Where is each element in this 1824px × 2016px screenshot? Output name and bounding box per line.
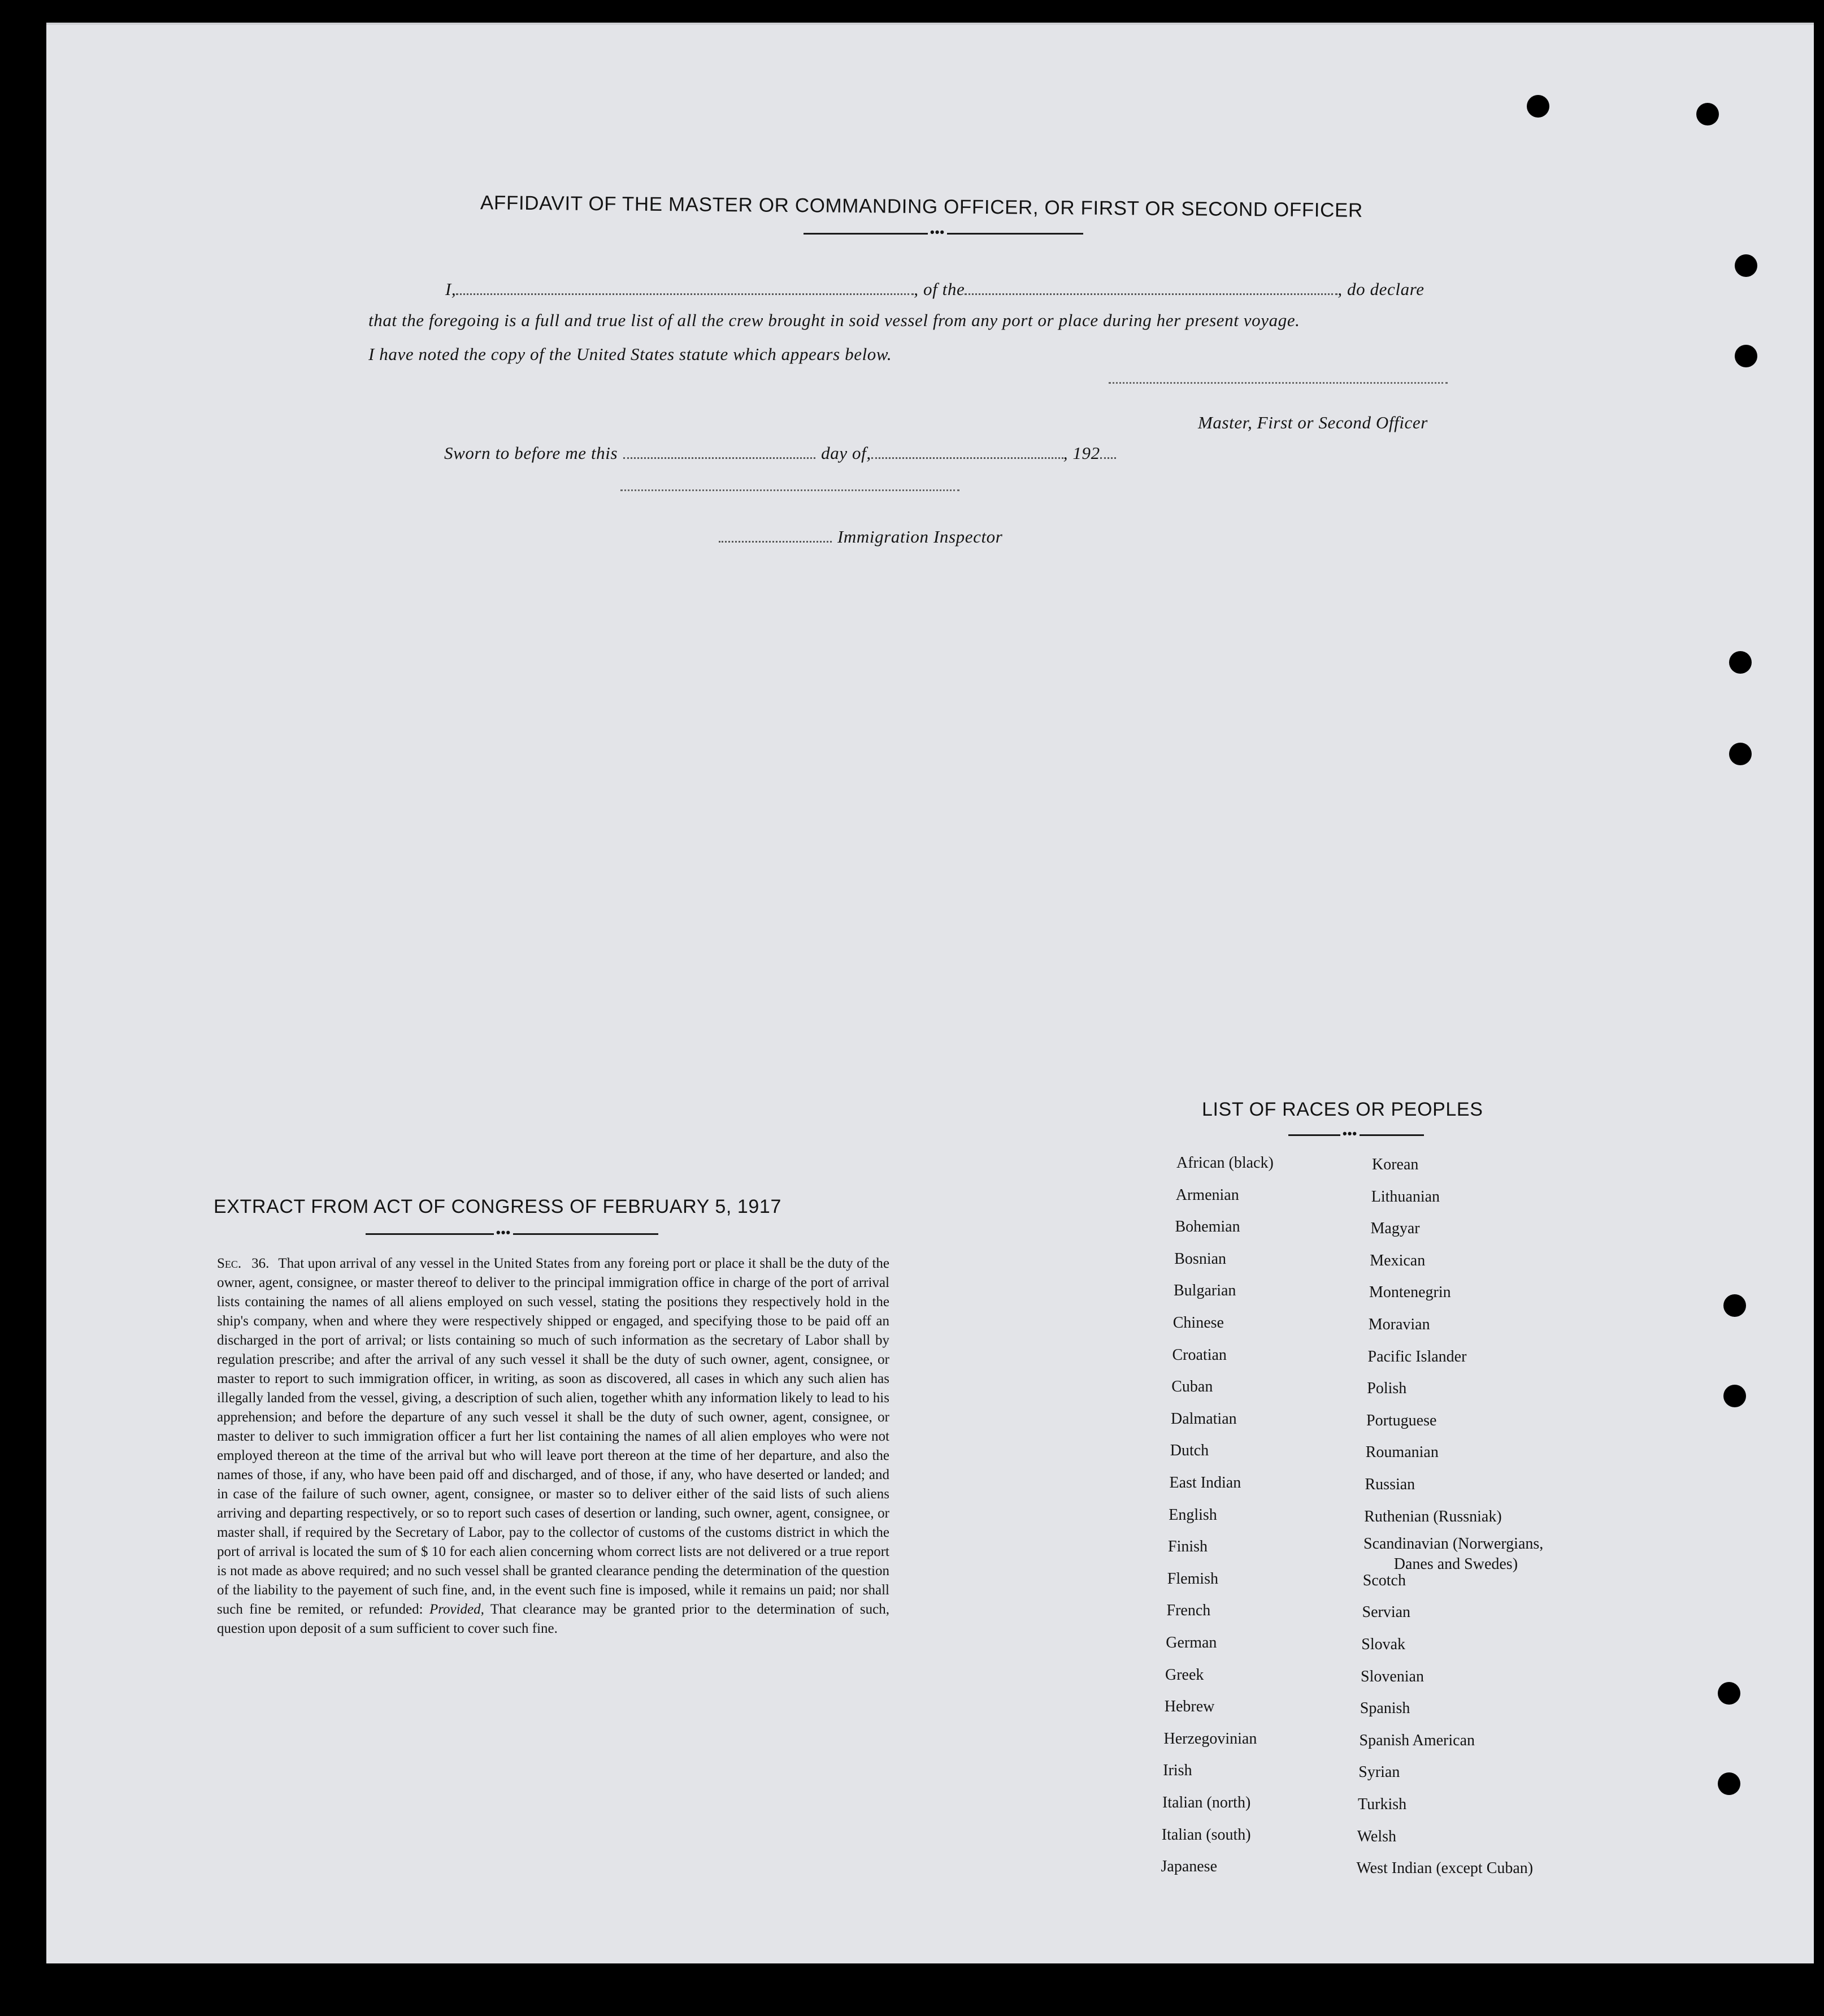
race-item: Japanese (1161, 1858, 1218, 1876)
race-item: Irish (1163, 1762, 1192, 1780)
affidavit-title-ornament: ••• (928, 229, 947, 235)
race-item: English (1169, 1506, 1217, 1524)
race-item: Montenegrin (1369, 1284, 1451, 1302)
punch-hole (1735, 345, 1757, 367)
race-item: Greek (1165, 1666, 1204, 1684)
extract-text-end: That clearance may be granted prior to the determination of such, question upon deposit of a sum sufficient to cover such fine. (217, 1602, 889, 1636)
race-item: Croatian (1172, 1346, 1227, 1364)
race-item: Cuban (1171, 1378, 1213, 1396)
race-item: Armenian (1175, 1186, 1239, 1204)
sworn-before: Sworn to before me this (444, 443, 618, 463)
extract-text: That upon arrival of any vessel in the United States from any foreing port or place it shall be the duty of the owner, agent, consignee, or master thereof to deliver to the principal immigration office in charge of the port of arrival lists containing the names of all aliens employed on such vessel, stating the positions they respectively hold in the ship's company, when and where they were respectively shipped or engaged, and specifying those to be paid off an discharged in the port of arrival; or lists containing so much of such information as the secretary of Labor shall by regulation prescribe; and after the arrival of any such vessel it shall be the duty of such owner, agent, consignee, or master to report to such immigration officer, in writing, as soon as discovered, all cases in which any such alien has illegally landed from the vessel, giving, a description of such alien, together whith any information likely to lead to his apprehension; and before the departure of any such vessel it shall be the duty of such owner, agent, consignee, or master to deliver to such immigration officer a furt her list containing the names of all alien employes who were not employed thereon at the time of the arrival but who will leave port thereon at the time of her departure, and also the names of those, if any, who have been paid off and discharged, and of those, if any, who have deserted or landed; and in case of the failure of such owner, agent, consignee, or master so to deliver either of the said lists of such aliens arriving and departing respectively, or so to report such cases of desertion or landing, such owner, agent, consignee, or master shall, if required by the Secretary of Labor, pay to the collector of customs of the customs district in which the port of arrival is located the sum of $ 10 for each alien concerning whom correct lists are not delivered or a true report is not made as above required; and no such vessel shall be granted clearance pending the determination of the question of the liability to the payement of such fine, and, in the event such fine is imposed, while it remains un paid; nor shall such fine be remited, or refunded: (217, 1256, 889, 1617)
race-item: West Indian (except Cuban) (1356, 1859, 1534, 1878)
race-item: Welsh (1357, 1827, 1397, 1845)
race-item: Lithuanian (1371, 1187, 1440, 1206)
race-item: Bosnian (1174, 1250, 1227, 1268)
race-item: Hebrew (1164, 1698, 1215, 1716)
race-item: Korean (1372, 1156, 1419, 1173)
punch-hole (1718, 1682, 1740, 1705)
races-title-ornament: ••• (1340, 1131, 1360, 1137)
punch-hole (1735, 254, 1757, 277)
extract-sec-label: Sec. (217, 1256, 242, 1271)
inspector-line (719, 527, 1002, 547)
extract-title-ornament: ••• (494, 1230, 513, 1235)
race-item: Ruthenian (Russniak) (1364, 1507, 1502, 1525)
race-item: Turkish (1358, 1796, 1407, 1813)
inspector-signature-line (620, 488, 959, 491)
race-item: French (1166, 1602, 1211, 1620)
affidavit-line-2: that the foregoing is a full and true list of all the crew brought in soid vessel from any port or place during her present voyage. (368, 310, 1300, 330)
race-item: Syrian (1358, 1763, 1400, 1781)
race-item: Finish (1168, 1538, 1208, 1556)
race-item: Servian (1362, 1603, 1411, 1622)
inspector-label: Immigration Inspector (837, 527, 1003, 547)
race-item: Chinese (1172, 1314, 1224, 1332)
affidavit-declare: , do declare (1337, 279, 1425, 299)
affidavit-title: AFFIDAVIT OF THE MASTER OR COMMANDING OFFICER, OR FIRST OR SECOND OFFICER (480, 192, 1363, 222)
race-item: Italian (north) (1162, 1794, 1251, 1811)
race-item: Spanish American (1359, 1731, 1475, 1749)
race-item: East Indian (1169, 1474, 1241, 1492)
race-item: Slovenian (1361, 1667, 1424, 1685)
race-item: African (black) (1176, 1154, 1274, 1172)
extract-body (217, 1254, 889, 1638)
race-item: Flemish (1167, 1570, 1218, 1588)
punch-hole (1723, 1294, 1746, 1317)
punch-hole (1723, 1385, 1746, 1407)
affidavit-line-3: I have noted the copy of the United States statute which appears below. (368, 344, 892, 364)
punch-hole (1729, 651, 1752, 674)
sworn-line (444, 443, 1116, 463)
master-signature-line (1109, 381, 1448, 384)
affidavit-line-1 (445, 279, 1425, 300)
race-item: German (1166, 1634, 1217, 1651)
race-item: Mexican (1370, 1251, 1426, 1269)
punch-hole (1718, 1772, 1740, 1795)
master-signature-label: Master, First or Second Officer (1198, 413, 1428, 432)
sworn-year: , 192 (1063, 443, 1100, 463)
race-item: Danes and Swedes) (1393, 1555, 1518, 1573)
race-item: Dalmatian (1171, 1410, 1237, 1428)
race-item: Italian (south) (1161, 1826, 1251, 1844)
punch-hole (1527, 95, 1549, 118)
race-item: Spanish (1360, 1699, 1410, 1718)
punch-hole (1696, 103, 1719, 125)
document-page (46, 23, 1814, 1963)
race-item: Dutch (1170, 1442, 1209, 1460)
race-item: Moravian (1368, 1316, 1430, 1333)
race-item: Roumanian (1365, 1443, 1439, 1462)
race-item: Slovak (1361, 1636, 1406, 1653)
race-item: Bohemian (1175, 1218, 1240, 1236)
races-title: LIST OF RACES OR PEOPLES (1202, 1099, 1483, 1120)
race-item: Scandinavian (Norwergians, (1363, 1535, 1544, 1553)
race-item: Portuguese (1366, 1411, 1437, 1429)
extract-provided: Provided, (429, 1602, 484, 1617)
race-item: Herzegovinian (1163, 1729, 1257, 1748)
extract-sec-number: 36. (251, 1256, 270, 1271)
affidavit-of-the: , of the (914, 279, 965, 299)
race-item: Magyar (1370, 1220, 1420, 1238)
race-item: Pacific Islander (1367, 1347, 1467, 1365)
race-item: Polish (1367, 1380, 1407, 1398)
affidavit-i: I, (445, 279, 457, 299)
sworn-day-of: day of, (821, 443, 871, 463)
extract-title: EXTRACT FROM ACT OF CONGRESS OF FEBRUARY 5, 1917 (214, 1196, 781, 1217)
race-item: Scotch (1362, 1571, 1406, 1589)
race-item: Bulgarian (1174, 1282, 1236, 1300)
race-item: Russian (1365, 1476, 1415, 1493)
punch-hole (1729, 743, 1752, 765)
